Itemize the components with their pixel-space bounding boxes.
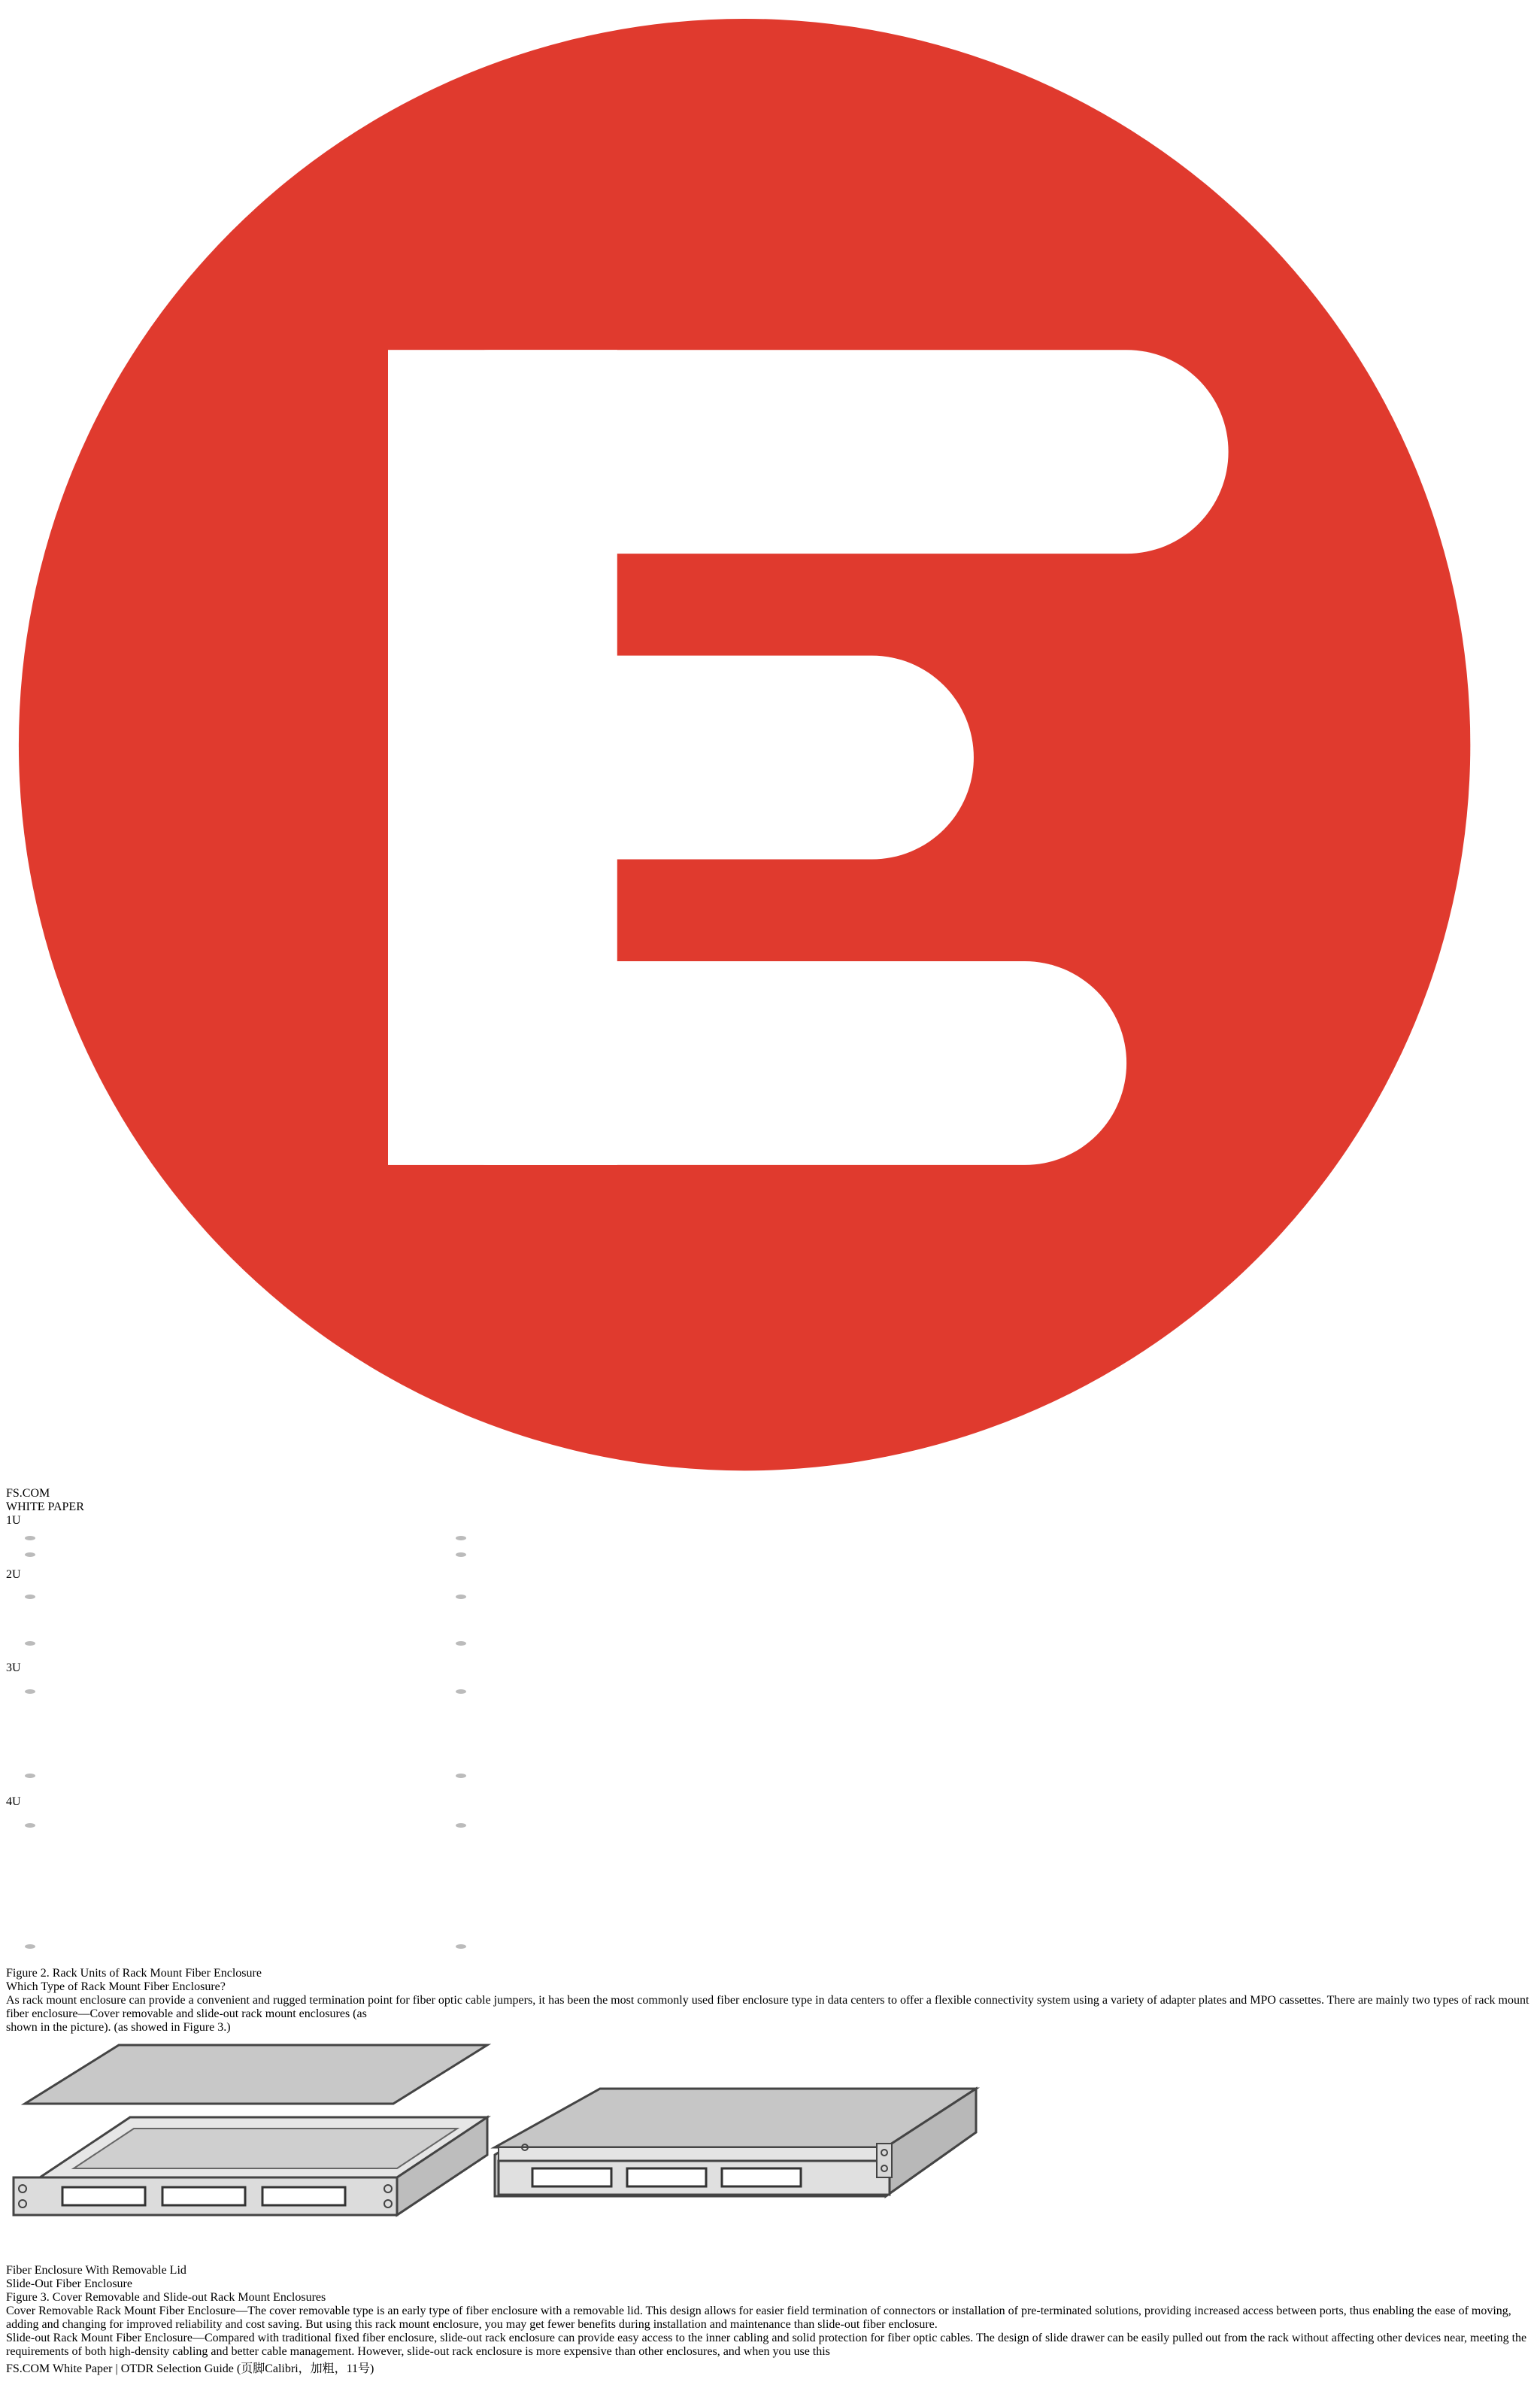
rack-panel-3u: [6, 1675, 1534, 1795]
white-paper-tag: WHITE PAPER: [6, 1501, 84, 1514]
slide-out-paragraph: Slide-out Rack Mount Fiber Enclosure—Compared with traditional fixed fiber enclosure, slide-out rack enclosure can provide easy access to the inner cabling and solid protection for fiber optic cables. The design of slide drawer can be easily pulled out from the rack without affecting other devices near, meeting the requirements of both high-density cabling and better cable management. However, slide-out rack enclosure is more expensive than other enclosures, and when you use this: [6, 2332, 1527, 2359]
intro-paragraph-end: shown in the picture). (as showed in Figure 3.): [6, 2021, 231, 2035]
removable-lid-label: Fiber Enclosure With Removable Lid: [6, 2264, 186, 2277]
enclosure-illustration: [6, 2035, 984, 2260]
unit-label-2u: 2U: [6, 1568, 21, 1582]
fs-logo-icon: [6, 6, 1534, 1483]
unit-label-3u: 3U: [6, 1661, 21, 1675]
rack-panel-4u: [6, 1809, 1534, 1967]
rack-panel-2u: [6, 1582, 1534, 1661]
brand-name: FS.COM: [6, 1487, 50, 1501]
unit-label-4u: 4U: [6, 1795, 21, 1809]
removable-lid-enclosure: [14, 2117, 487, 2215]
figure-3-caption: Figure 3. Cover Removable and Slide-out Rack Mount Enclosures: [6, 2291, 326, 2305]
rack-panel-1u: [6, 1528, 1534, 1568]
cover-removable-paragraph: Cover Removable Rack Mount Fiber Enclosure—The cover removable type is an early type of fiber enclosure with a removable lid. This design allows for easier field termination of connectors or installation of pre-terminated solutions, providing increased access between ports, thus enabling the ease of moving, adding and changing for improved reliability and cost saving. But using this rack mount enclosure, you may get fewer benefits during installation and maintenance than slide-out fiber enclosure.: [6, 2305, 1511, 2332]
figure-2-caption: Figure 2. Rack Units of Rack Mount Fiber Enclosure: [6, 1967, 262, 1980]
slide-out-label: Slide-Out Fiber Enclosure: [6, 2277, 132, 2291]
page-footer: FS.COM White Paper | OTDR Selection Guide (页脚Calibri，加粗，11号): [6, 2362, 374, 2376]
slide-out-enclosure: [495, 2089, 976, 2196]
removable-lid: [25, 2045, 487, 2104]
intro-paragraph: As rack mount enclosure can provide a convenient and rugged termination point for fiber optic cable jumpers, it has been the most commonly used fiber enclosure type in data centers to offer a flexible connectivity system using a variety of adapter plates and MPO cassettes. There are mainly two types of rack mount fiber enclosure—Cover removable and slide-out rack mount enclosures (as: [6, 1994, 1529, 2021]
section-heading: Which Type of Rack Mount Fiber Enclosure?: [6, 1980, 226, 1994]
unit-label-1u: 1U: [6, 1514, 21, 1528]
